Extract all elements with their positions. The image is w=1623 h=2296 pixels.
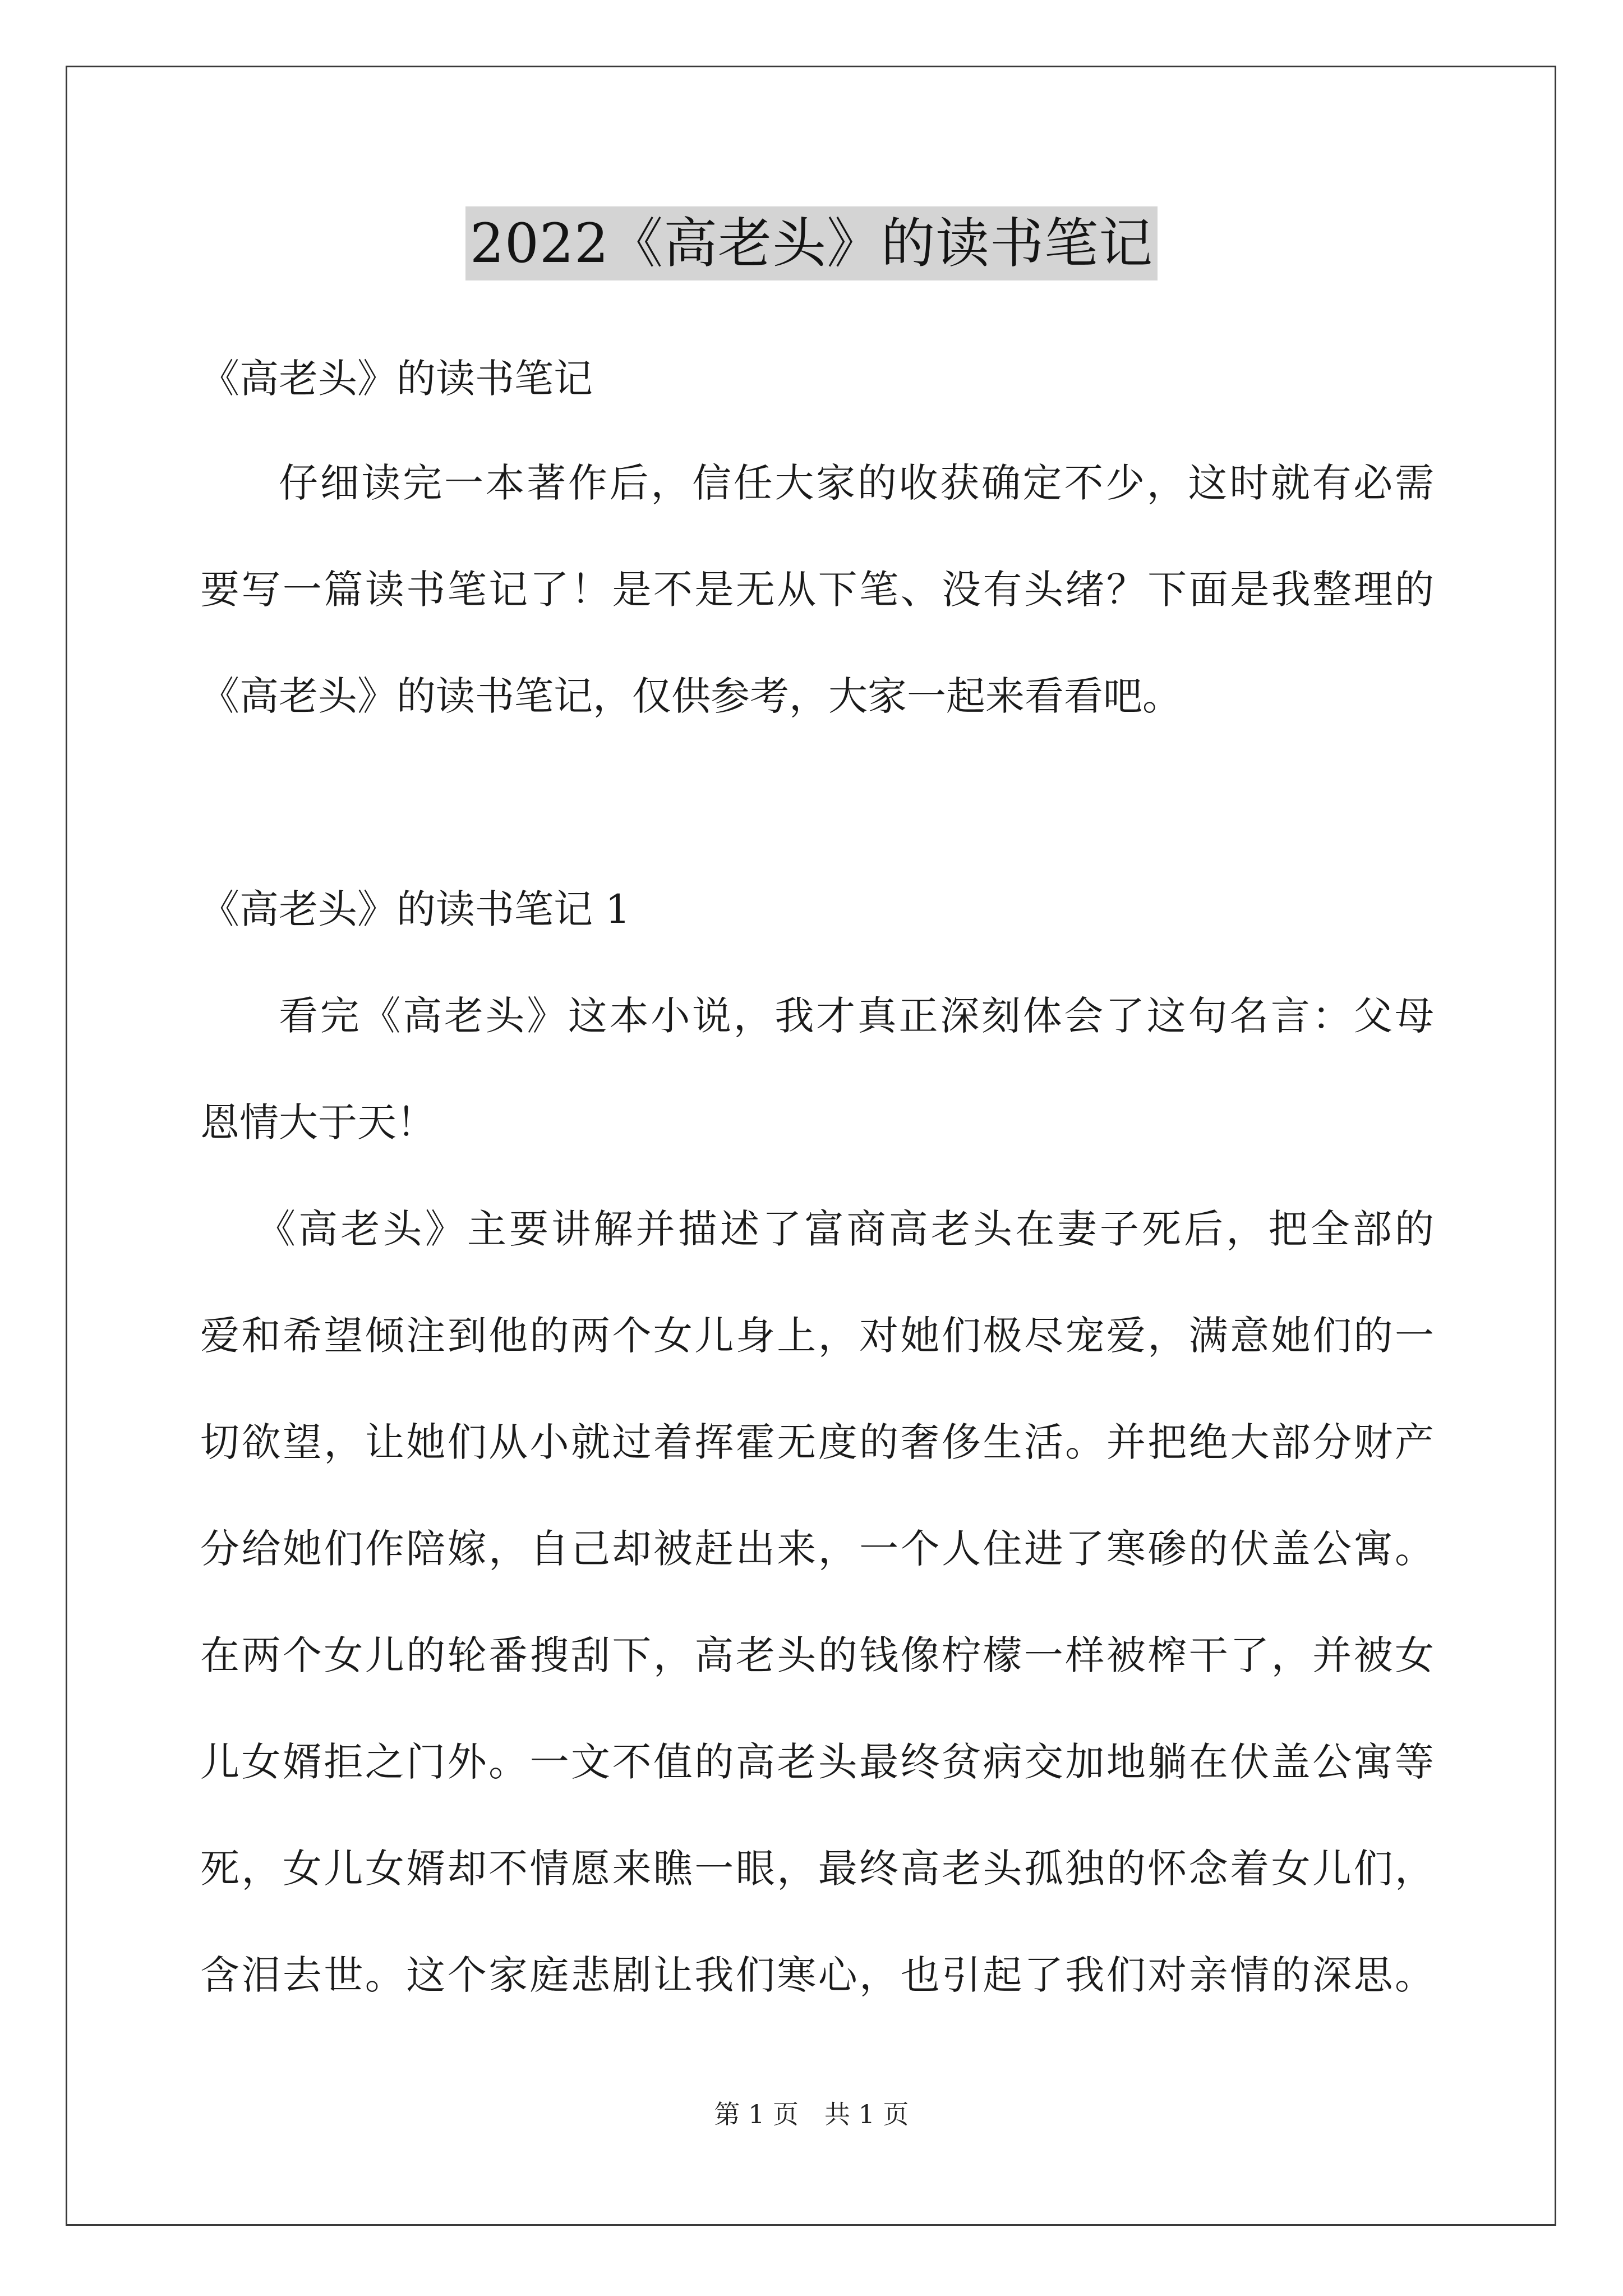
document-title: 2022《高老头》的读书笔记 [465,206,1158,280]
para2-line-1: 《高老头》主要讲解并描述了富商高老头在妻子死后，把全部的 [256,1206,1434,1252]
intro-line-1: 仔细读完一本著作后，信任大家的收获确定不少，这时就有必需 [279,460,1434,506]
page-footer: 第 1 页 共 1 页 [714,2099,909,2129]
intro-line-2: 要写一篇读书笔记了！是不是无从下笔、没有头绪？下面是我整理的 [200,567,1434,613]
para2-line-6: 儿女婿拒之门外。一文不值的高老头最终贫病交加地躺在伏盖公寓等 [200,1739,1434,1785]
para2-line-5: 在两个女儿的轮番搜刮下，高老头的钱像柠檬一样被榨干了，并被女 [200,1632,1434,1678]
para2-line-2: 爱和希望倾注到他的两个女儿身上，对她们极尽宠爱，满意她们的一 [200,1313,1434,1359]
title-container [0,206,1623,280]
para1-line-1: 看完《高老头》这本小说，我才真正深刻体会了这句名言：父母 [279,993,1434,1039]
para1-line-2: 恩情大于天！ [200,1099,436,1145]
para2-line-4: 分给她们作陪嫁，自己却被赶出来，一个人住进了寒碜的伏盖公寓。 [200,1526,1434,1572]
para2-line-8: 含泪去世。这个家庭悲剧让我们寒心，也引起了我们对亲情的深思。 [200,1952,1434,1998]
para2-line-7: 死，女儿女婿却不情愿来瞧一眼，最终高老头孤独的怀念着女儿们， [200,1846,1434,1892]
intro-line-3: 《高老头》的读书笔记，仅供参考，大家一起来看看吧。 [200,673,1182,719]
para2-line-3: 切欲望，让她们从小就过着挥霍无度的奢侈生活。并把绝大部分财产 [200,1419,1434,1465]
section-heading: 《高老头》的读书笔记 1 [200,886,630,932]
subtitle: 《高老头》的读书笔记 [200,356,593,402]
